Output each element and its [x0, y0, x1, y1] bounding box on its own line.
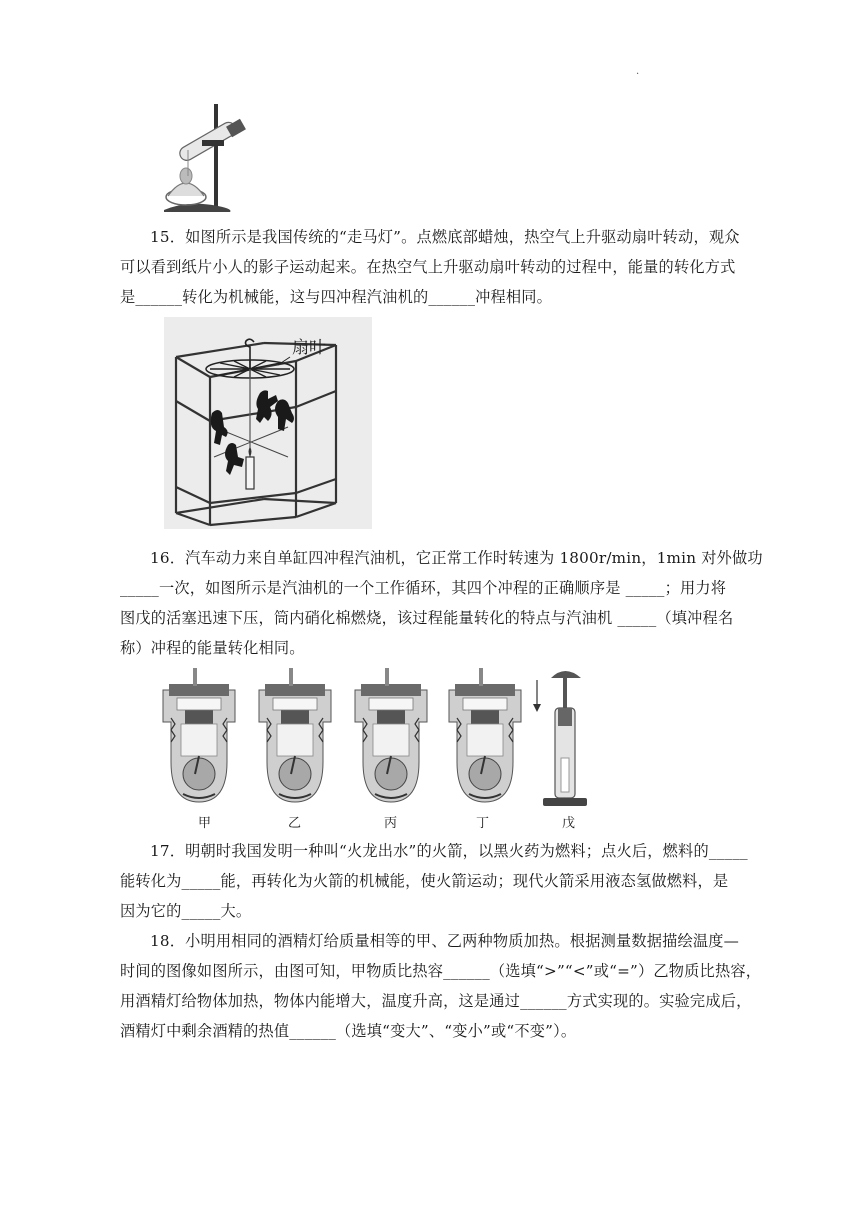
test-tube-apparatus-figure	[158, 100, 258, 215]
figure-label-wu: 戊	[562, 816, 576, 831]
fan-blade-label: 扇叶	[292, 338, 326, 358]
question-17-line: 因为它的_____大。	[120, 902, 252, 920]
question-17-line: 17．明朝时我国发明一种叫“火龙出水”的火箭，以黑火药为燃料；点火后，燃料的_____	[150, 842, 748, 860]
question-15-line: 15．如图所示是我国传统的“走马灯”。点燃底部蜡烛，热空气上升驱动扇叶转动，观众	[150, 228, 740, 246]
question-15	[120, 222, 740, 312]
revolving-lantern-figure	[164, 317, 372, 529]
question-15-line: 是______转化为机械能，这与四冲程汽油机的______冲程相同。	[120, 288, 553, 306]
question-17-line: 能转化为_____能，再转化为火箭的机械能，使火箭运动；现代火箭采用液态氢做燃料，是	[120, 872, 729, 890]
figure-label-ding: 丁	[476, 816, 490, 831]
engine-strokes-figure	[155, 662, 595, 810]
page-mark: .	[636, 66, 640, 77]
question-16-line: _____一次，如图所示是汽油机的一个工作循环，其四个冲程的正确顺序是 _____；用力将	[120, 579, 727, 597]
question-16-line: 16．汽车动力来自单缸四冲程汽油机，它正常工作时转速为 1800r/min，1min 对外做功	[150, 549, 763, 567]
figure-label-bing: 丙	[384, 816, 398, 831]
question-18-line: 用酒精灯给物体加热，物体内能增大，温度升高，这是通过______方式实现的。实验完成后，	[120, 992, 752, 1010]
question-16-line: 图戊的活塞迅速下压，筒内硝化棉燃烧，该过程能量转化的特点与汽油机 _____（填冲程名	[120, 609, 734, 627]
figure-label-jia: 甲	[198, 816, 212, 831]
question-15-line: 可以看到纸片小人的影子运动起来。在热空气上升驱动扇叶转动的过程中，能量的转化方式	[120, 258, 736, 276]
question-18	[120, 926, 762, 1046]
question-18-line: 酒精灯中剩余酒精的热值______（选填“变大”、“变小”或“不变”）。	[120, 1022, 577, 1040]
question-17	[120, 836, 748, 926]
question-16	[120, 543, 763, 663]
figure-label-yi: 乙	[288, 816, 302, 831]
question-18-line: 时间的图像如图所示，由图可知，甲物质比热容______（选填“>”“<”或“=”）乙物质比热容，	[120, 962, 762, 980]
question-18-line: 18．小明用相同的酒精灯给质量相等的甲、乙两种物质加热。根据测量数据描绘温度—	[150, 932, 740, 950]
question-16-line: 称）冲程的能量转化相同。	[120, 639, 305, 657]
